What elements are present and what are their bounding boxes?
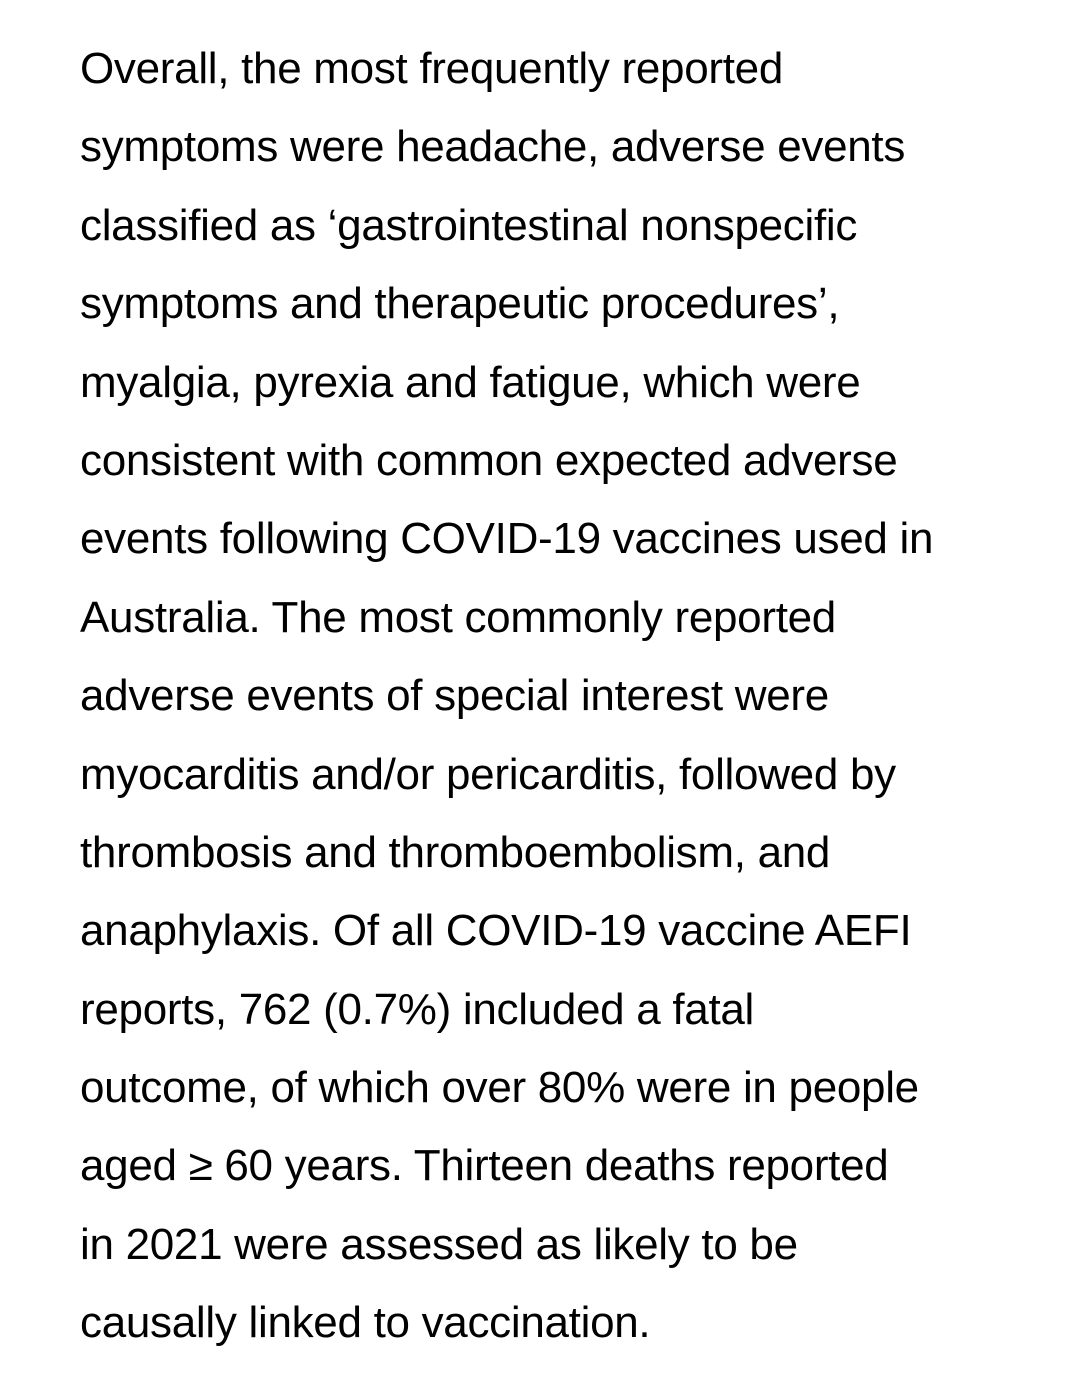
paragraph-line: Overall, the most frequently reported <box>80 44 784 93</box>
paragraph-line: aged ≥ 60 years. Thirteen deaths reported <box>80 1141 889 1191</box>
paragraph-line: myocarditis and/or pericarditis, followed by <box>80 749 896 799</box>
paragraph-line: thrombosis and thromboembolism, and <box>80 827 831 877</box>
paragraph-line: anaphylaxis. Of all COVID-19 vaccine AEFI <box>80 906 912 956</box>
paragraph-line: symptoms and therapeutic procedures’, <box>80 279 840 329</box>
paragraph-line: outcome, of which over 80% were in people <box>80 1063 919 1113</box>
paragraph-line: classified as ‘gastrointestinal nonspecific <box>80 200 858 250</box>
paragraph-line: myalgia, pyrexia and fatigue, which were <box>80 357 861 407</box>
paragraph-line: causally linked to vaccination. <box>80 1298 651 1348</box>
paragraph-line: in 2021 were assessed as likely to be <box>80 1219 798 1269</box>
paragraph-line: events following COVID-19 vaccines used in <box>80 514 934 564</box>
paragraph-line: Australia. The most commonly reported <box>80 592 836 642</box>
body-paragraph <box>80 38 1060 1371</box>
paragraph-line: symptoms were headache, adverse events <box>80 122 906 172</box>
paragraph-line: adverse events of special interest were <box>80 671 829 721</box>
paragraph-line: reports, 762 (0.7%) included a fatal <box>80 984 755 1034</box>
paragraph-line: consistent with common expected adverse <box>80 435 898 485</box>
